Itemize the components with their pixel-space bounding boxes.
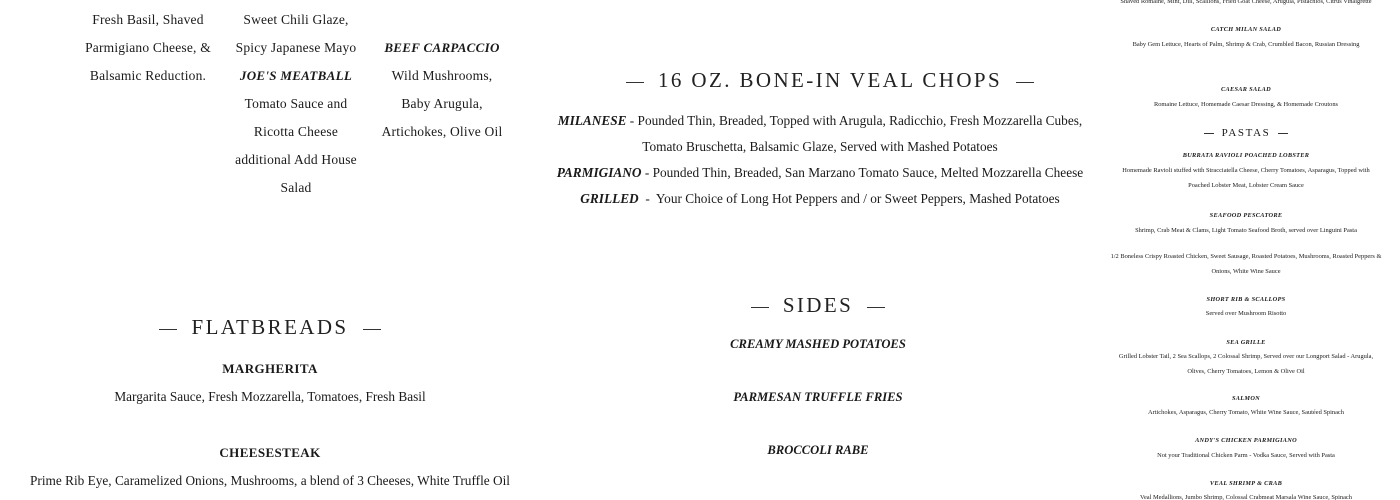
appetizer-col-2 [216, 6, 376, 202]
salad-desc: Baby Gem Lettuce, Hearts of Palm, Shrimp & Crab, Crumbled Bacon, Russian Dressing [1132, 41, 1360, 48]
veal-item-parmigiano [530, 160, 1110, 186]
dish-name-beef-carpaccio: BEEF CARPACCIO [384, 40, 500, 55]
flatbread-name-cheesesteak: CHEESESTEAK [219, 445, 321, 460]
pasta-desc: 1/2 Boneless Crispy Roasted Chicken, Sweet Sausage, Roasted Potatoes, Mushrooms, Roasted Peppers & [1110, 253, 1382, 260]
veal-item-milanese-cont [530, 134, 1110, 160]
salad-desc: Romaine Lettuce, Homemade Caesar Dressing, & Homemade Croutons [1153, 101, 1339, 108]
menu-desc-line: Salad [280, 180, 312, 195]
appetizer-col-1 [68, 6, 228, 90]
dish-desc: - Your Choice of Long Hot Peppers and / or Sweet Peppers, Mashed Potatoes [638, 191, 1060, 206]
pasta-desc: Veal Medallions, Jumbo Shrimp, Colossal Crabmeat Marsala Wine Sauce, Spinach [1140, 494, 1352, 500]
pasta-desc: Shrimp, Crab Meat & Clams, Light Tomato Seafood Broth, served over Linguini Pasta [1135, 227, 1357, 234]
menu-desc-line: Wild Mushrooms, [391, 68, 493, 83]
heading-dash [1016, 82, 1034, 83]
pasta-name: SHORT RIB & SCALLOPS [1206, 296, 1286, 303]
heading-dash [363, 329, 381, 330]
veal-chops-list [530, 108, 1110, 212]
right-top-desc: Shaved Romaine, Mint, Dill, Scallions, Fried Goat Cheese, Arugula, Pistachios, Citrus Vinaigrette [1120, 0, 1372, 5]
pastas-heading: PASTAS [1100, 127, 1392, 139]
pasta-name: SEA GRILLE [1226, 339, 1266, 346]
appetizer-col-3 [362, 34, 522, 146]
pasta-desc: Olives, Cherry Tomatoes, Lemon & Olive Oil [1187, 368, 1305, 375]
heading-dash [1204, 133, 1214, 134]
dish-name: GRILLED [580, 191, 639, 206]
pasta-desc: Homemade Ravioli stuffed with Stracciatella Cheese, Cherry Tomatoes, Asparagus, Topped with [1122, 167, 1370, 174]
pasta-name: SALMON [1231, 395, 1261, 402]
pasta-name: SEAFOOD PESCATORE [1209, 212, 1283, 219]
pasta-desc: Onions, White Wine Sauce [1211, 268, 1281, 275]
menu-desc-line: additional Add House [235, 152, 357, 167]
menu-desc-line: Artichokes, Olive Oil [381, 124, 503, 139]
menu-desc-line: Balsamic Reduction. [89, 68, 207, 83]
flatbread-desc-cheesesteak: Prime Rib Eye, Caramelized Onions, Mushrooms, a blend of 3 Cheeses, White Truffle Oil [30, 473, 510, 488]
pasta-desc: Grilled Lobster Tail, 2 Sea Scallops, 2 Colossal Shrimp, Served over our Longport Salad - Arugula, [1118, 353, 1374, 360]
flatbread-name-margherita: MARGHERITA [222, 361, 318, 376]
menu-desc-line: Sweet Chili Glaze, [243, 12, 349, 27]
menu-desc-line: Baby Arugula, [401, 96, 483, 111]
veal-item-milanese [530, 108, 1110, 134]
side-item: BROCCOLI RABE [767, 443, 869, 457]
salad-name: CATCH MILAN SALAD [1210, 26, 1282, 33]
pasta-desc: Not your Traditional Chicken Parm - Vodka Sauce, Served with Pasta [1157, 452, 1335, 459]
salad-name: CAESAR SALAD [1221, 86, 1271, 93]
dish-name-joes-meatball: JOE'S MEATBALL [239, 68, 353, 83]
dish-desc: - Pounded Thin, Breaded, Topped with Arugula, Radicchio, Fresh Mozzarella Cubes, [626, 113, 1083, 128]
menu-desc-line: Tomato Sauce and [244, 96, 348, 111]
dish-desc: Tomato Bruschetta, Balsamic Glaze, Served with Mashed Potatoes [642, 139, 998, 154]
pasta-desc: Poached Lobster Meat, Lobster Cream Sauce [1188, 182, 1304, 189]
menu-desc-line: Fresh Basil, Shaved [92, 12, 204, 27]
veal-item-grilled [530, 186, 1110, 212]
heading-dash [1278, 133, 1288, 134]
heading-dash [626, 82, 644, 83]
dish-desc: - Pounded Thin, Breaded, San Marzano Tomato Sauce, Melted Mozzarella Cheese [641, 165, 1084, 180]
pasta-desc: Artichokes, Asparagus, Cherry Tomato, White Wine Sauce, Sautéed Spinach [1148, 409, 1344, 416]
menu-desc-line: Ricotta Cheese [253, 124, 339, 139]
flatbread-desc-margherita: Margarita Sauce, Fresh Mozzarella, Tomatoes, Fresh Basil [114, 389, 426, 404]
menu-desc-line: Parmigiano Cheese, & [85, 40, 211, 55]
sides-heading: SIDES [668, 293, 968, 318]
pasta-name: VEAL SHRIMP & CRAB [1209, 480, 1283, 487]
heading-dash [867, 307, 885, 308]
flatbreads-heading: FLATBREADS [120, 315, 420, 340]
heading-dash [751, 307, 769, 308]
pasta-name: BURRATA RAVIOLI POACHED LOBSTER [1182, 152, 1310, 159]
heading-dash [159, 329, 177, 330]
dish-name: MILANESE [557, 113, 627, 128]
side-item: PARMESAN TRUFFLE FRIES [733, 390, 903, 404]
side-item: CREAMY MASHED POTATOES [730, 337, 906, 351]
pasta-desc: Served over Mushroom Risotto [1205, 310, 1287, 317]
veal-chops-heading: 16 OZ. BONE-IN VEAL CHOPS [580, 68, 1080, 93]
dish-name: PARMIGIANO [556, 165, 642, 180]
pasta-name: ANDY'S CHICKEN PARMIGIANO [1195, 437, 1297, 444]
menu-desc-line: Spicy Japanese Mayo [235, 40, 357, 55]
